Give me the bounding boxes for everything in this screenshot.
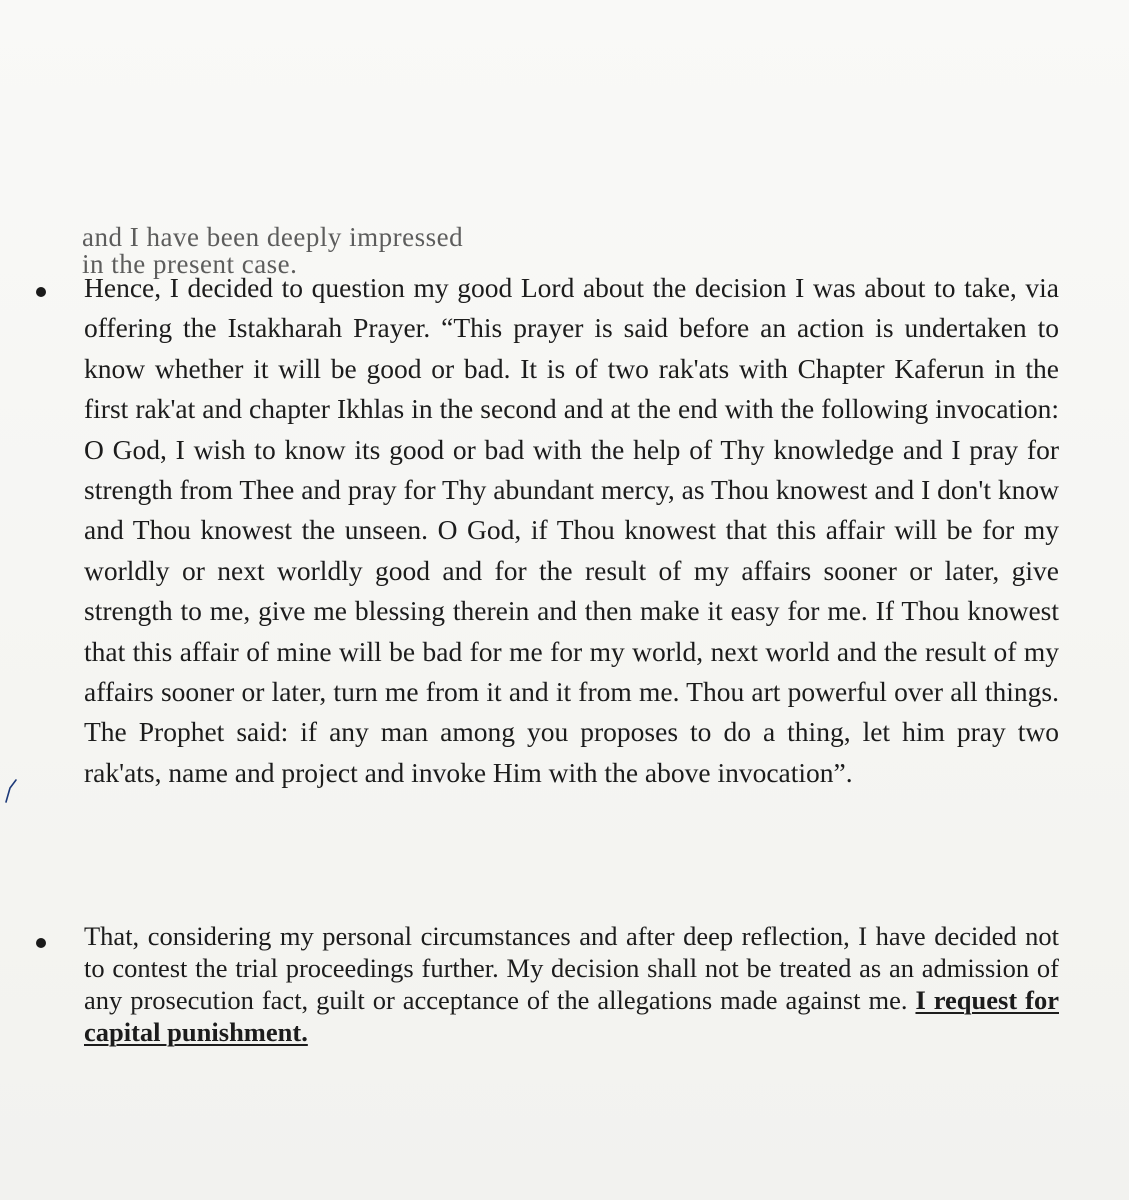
bullet-icon bbox=[36, 287, 46, 297]
paragraph-decision-text: That, considering my personal circumstances and after deep reflection, I have decided not to contest the trial proceedings further. My decision shall not be treated as an admission of any prosecution fact, guilt or acceptance of the allegations made against me. bbox=[84, 921, 1059, 1015]
bullet-icon bbox=[36, 938, 46, 948]
pen-mark-icon bbox=[4, 778, 18, 804]
cut-off-text-line: and I have been deeply impressed in the present case. bbox=[82, 222, 464, 279]
paragraph-istakharah-prayer: Hence, I decided to question my good Lord about the decision I was about to take, via offering the Istakharah Prayer. “This prayer is said before an action is undertaken to know whether it will be good or bad. It is of two rak'ats with Chapter Kaferun in the first rak'at and chapter Ikhlas in the second and at the end with the following invocation: O God, I wish to know its good or bad with the help of Thy knowledge and I pray for strength from Thee and pray for Thy abundant mercy, as Thou knowest and I don't know and Thou knowest the unseen. O God, if Thou knowest that this affair will be for my worldly or next worldly good and for the result of my affairs sooner or later, give strength to me, give me blessing therein and then make it easy for me. If Thou knowest that this affair of mine will be bad for me for my world, next world and the result of my affairs sooner or later, turn me from it and it from me. Thou art powerful over all things. The Prophet said: if any man among you proposes to do a thing, let him pray two rak'ats, name and project and invoke Him with the above invocation”. bbox=[84, 272, 1059, 788]
paragraph-decision bbox=[84, 920, 1059, 1048]
capital-punishment-request: I request for capital punishment. bbox=[84, 985, 1059, 1047]
